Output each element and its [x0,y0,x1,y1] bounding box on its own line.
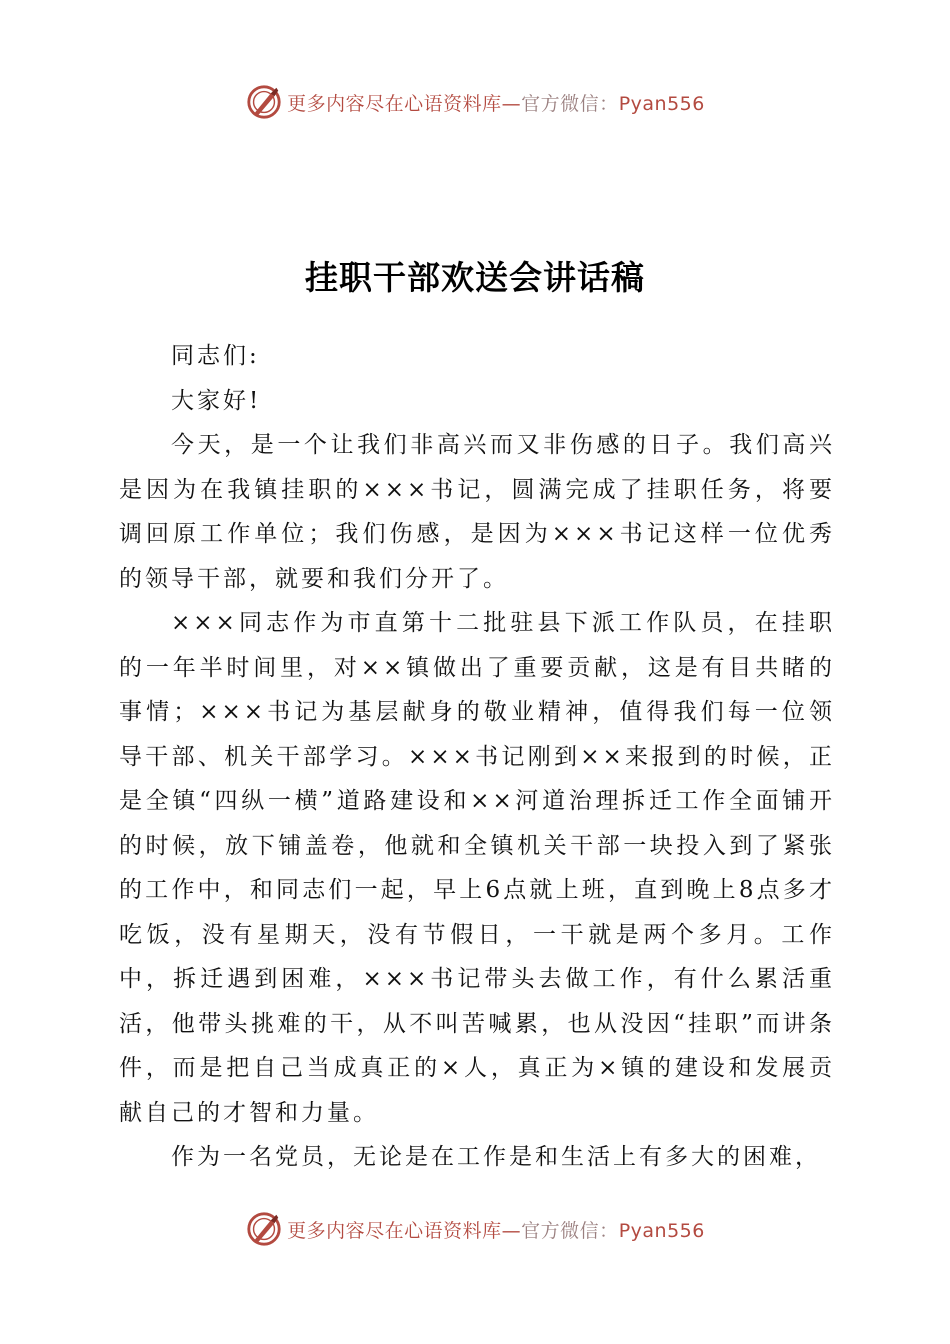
header-watermark [0,82,950,122]
watermark-text: 更多内容尽在心语资料库—官方微信：Pyan556 [287,1219,705,1242]
paragraph: 作为一名党员，无论是在工作是和生活上有多大的困难， [171,1144,821,1170]
salutation: 同志们: [171,343,260,369]
watermark-text: 更多内容尽在心语资料库—官方微信：Pyan556 [287,92,705,115]
document-title: 挂职干部欢送会讲话稿 [305,258,645,297]
greeting: 大家好! [171,387,262,414]
document-body [119,334,835,1180]
paragraph: ×××同志作为市直第十二批驻县下派工作队员，在挂职的一年半时间里，对××镇做出了重要贡献，这是有目共睹的事情；×××书记为基层献身的敬业精神，值得我们每一位领导干部、机关干部学习。×××书记刚到××来报到的时候，正是全镇“四纵一横”道路建设和××河道治理拆迁工作全面铺开的时候，放下铺盖卷，他就和全镇机关干部一块投入到了紧张的工作中，和同志们一起，早上6点就上班，直到晚上8点多才吃饭，没有星期天，没有节假日，一干就是两个多月。工作中，拆迁遇到困难，×××书记带头去做工作，有什么累活重活，他带头挑难的干，从不叫苦喊累，也从没因“挂职”而讲条件，而是把自己当成真正的×人，真正为×镇的建设和发展贡献自己的才智和力量。 [119,610,835,1126]
pen-logo-icon [245,83,283,121]
paragraph: 今天，是一个让我们非高兴而又非伤感的日子。我们高兴是因为在我镇挂职的×××书记，圆满完成了挂职任务，将要调回原工作单位；我们伤感，是因为×××书记这样一位优秀的领导干部，就要和我们分开了。 [119,432,835,592]
footer-watermark [0,1209,950,1249]
pen-logo-icon [245,1210,283,1248]
